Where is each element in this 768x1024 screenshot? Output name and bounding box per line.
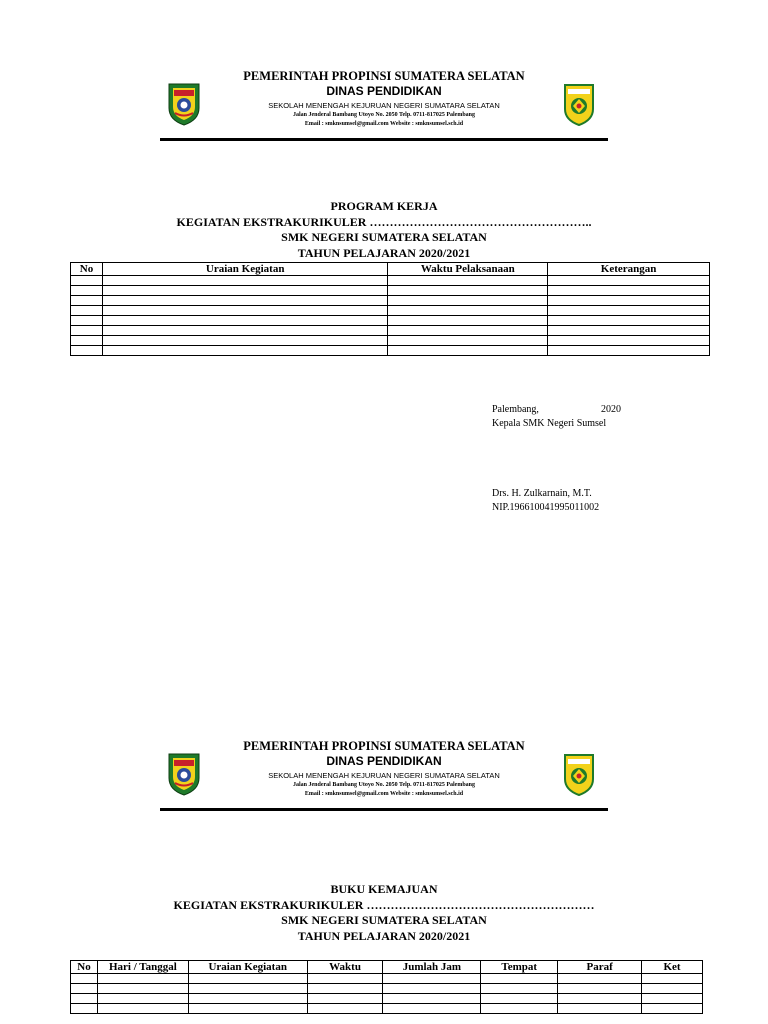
table-cell — [102, 276, 387, 286]
column-header: Waktu — [307, 961, 383, 974]
letterhead-divider — [160, 138, 608, 141]
table-cell — [388, 326, 548, 336]
signature-position: Kepala SMK Negeri Sumsel — [492, 418, 607, 429]
table-cell — [97, 1004, 188, 1014]
column-header: Uraian Kegiatan — [102, 263, 387, 276]
letterhead-title: PEMERINTAH PROPINSI SUMATERA SELATAN — [243, 739, 525, 753]
table-cell — [97, 974, 188, 984]
heading-line-2: KEGIATAN EKSTRAKURIKULER ………………………………………………… — [173, 897, 595, 912]
table-cell — [642, 974, 703, 984]
table-cell — [102, 306, 387, 316]
table-cell — [383, 1004, 481, 1014]
column-header: Jumlah Jam — [383, 961, 481, 974]
table-cell — [71, 336, 103, 346]
table-row — [71, 276, 710, 286]
table-cell — [388, 346, 548, 356]
table-cell — [71, 296, 103, 306]
signature-block — [492, 403, 621, 515]
letterhead-school: SEKOLAH MENENGAH KEJURUAN NEGERI SUMATARA SELATAN — [268, 101, 500, 110]
letterhead-email: Email : smknsumsel@gmail.com Website : smknsumsel.sch.id — [304, 791, 464, 797]
table-cell — [102, 316, 387, 326]
column-header: Uraian Kegiatan — [188, 961, 307, 974]
heading-line-1: BUKU KEMAJUAN — [330, 882, 438, 896]
column-header: Tempat — [481, 961, 558, 974]
table-cell — [388, 296, 548, 306]
table-cell — [102, 346, 387, 356]
table-cell — [102, 326, 387, 336]
table-cell — [481, 994, 558, 1004]
table-row — [71, 1004, 703, 1014]
table-cell — [102, 296, 387, 306]
table-cell — [71, 286, 103, 296]
table-row — [71, 306, 710, 316]
table-cell — [71, 306, 103, 316]
table-cell — [388, 276, 548, 286]
table-cell — [642, 1004, 703, 1014]
table-cell — [642, 994, 703, 1004]
table-cell — [71, 974, 98, 984]
column-header: No — [71, 263, 103, 276]
heading-line-3: SMK NEGERI SUMATERA SELATAN — [281, 230, 487, 244]
table-cell — [97, 984, 188, 994]
signature-year: 2020 — [600, 404, 621, 415]
table-cell — [548, 286, 710, 296]
table-cell — [558, 994, 642, 1004]
table-row — [71, 336, 710, 346]
table-cell — [71, 984, 98, 994]
buku-kemajuan-heading — [0, 882, 768, 944]
column-header: Keterangan — [548, 263, 710, 276]
letterhead-address: Jalan Jenderal Bambang Utoyo No. 2050 Telp. 0711-817025 Palembang — [292, 782, 475, 788]
letterhead-email: Email : smknsumsel@gmail.com Website : smknsumsel.sch.id — [304, 121, 464, 127]
table-row — [71, 296, 710, 306]
table-row — [71, 326, 710, 336]
table-cell — [188, 984, 307, 994]
table-cell — [97, 994, 188, 1004]
column-header: Waktu Pelaksanaan — [388, 263, 548, 276]
table-row — [71, 316, 710, 326]
table-cell — [71, 316, 103, 326]
letterhead-department: DINAS PENDIDIKAN — [326, 84, 442, 98]
table-cell — [548, 296, 710, 306]
table-cell — [548, 336, 710, 346]
table-cell — [548, 346, 710, 356]
letterhead — [160, 738, 608, 799]
table-row — [71, 286, 710, 296]
table-cell — [307, 1004, 383, 1014]
table-cell — [481, 984, 558, 994]
table-row — [71, 994, 703, 1004]
table-cell — [558, 1004, 642, 1014]
table-cell — [388, 286, 548, 296]
letterhead-address: Jalan Jenderal Bambang Utoyo No. 2050 Telp. 0711-817025 Palembang — [292, 112, 475, 118]
table-cell — [548, 316, 710, 326]
table-cell — [481, 974, 558, 984]
letterhead — [160, 68, 608, 129]
table-cell — [383, 984, 481, 994]
table-cell — [102, 286, 387, 296]
table-cell — [548, 326, 710, 336]
table-cell — [71, 1004, 98, 1014]
table-cell — [558, 984, 642, 994]
table-cell — [383, 974, 481, 984]
table-cell — [307, 974, 383, 984]
program-kerja-table — [70, 262, 710, 356]
table-cell — [388, 316, 548, 326]
table-cell — [71, 994, 98, 1004]
letterhead-divider — [160, 808, 608, 811]
table-cell — [388, 336, 548, 346]
table-cell — [71, 326, 103, 336]
letterhead-department: DINAS PENDIDIKAN — [326, 754, 442, 768]
table-cell — [307, 994, 383, 1004]
table-cell — [188, 1004, 307, 1014]
table-cell — [383, 994, 481, 1004]
column-header: No — [71, 961, 98, 974]
heading-line-4: TAHUN PELAJARAN 2020/2021 — [297, 928, 471, 943]
table-cell — [388, 306, 548, 316]
heading-line-4: TAHUN PELAJARAN 2020/2021 — [297, 245, 471, 260]
heading-line-1: PROGRAM KERJA — [330, 199, 438, 213]
page-buku-kemajuan — [0, 700, 768, 1024]
table-cell — [642, 984, 703, 994]
table-row — [71, 984, 703, 994]
signature-nip: NIP.196610041995011002 — [492, 502, 600, 513]
letterhead-school: SEKOLAH MENENGAH KEJURUAN NEGERI SUMATARA SELATAN — [268, 771, 500, 780]
table-cell — [188, 974, 307, 984]
program-kerja-heading — [0, 199, 768, 261]
buku-kemajuan-table — [70, 960, 703, 1014]
table-cell — [102, 336, 387, 346]
table-cell — [481, 1004, 558, 1014]
table-cell — [71, 276, 103, 286]
table-cell — [188, 994, 307, 1004]
column-header: Paraf — [558, 961, 642, 974]
column-header: Hari / Tanggal — [97, 961, 188, 974]
signature-place: Palembang, — [492, 404, 539, 415]
signature-name: Drs. H. Zulkarnain, M.T. — [492, 488, 592, 499]
letterhead-title: PEMERINTAH PROPINSI SUMATERA SELATAN — [243, 69, 525, 83]
table-row — [71, 346, 710, 356]
table-row — [71, 974, 703, 984]
table-cell — [71, 346, 103, 356]
heading-line-2: KEGIATAN EKSTRAKURIKULER ……………………………………………….. — [176, 214, 592, 229]
table-cell — [307, 984, 383, 994]
table-cell — [558, 974, 642, 984]
table-cell — [548, 306, 710, 316]
heading-line-3: SMK NEGERI SUMATERA SELATAN — [281, 913, 487, 927]
table-cell — [548, 276, 710, 286]
column-header: Ket — [642, 961, 703, 974]
